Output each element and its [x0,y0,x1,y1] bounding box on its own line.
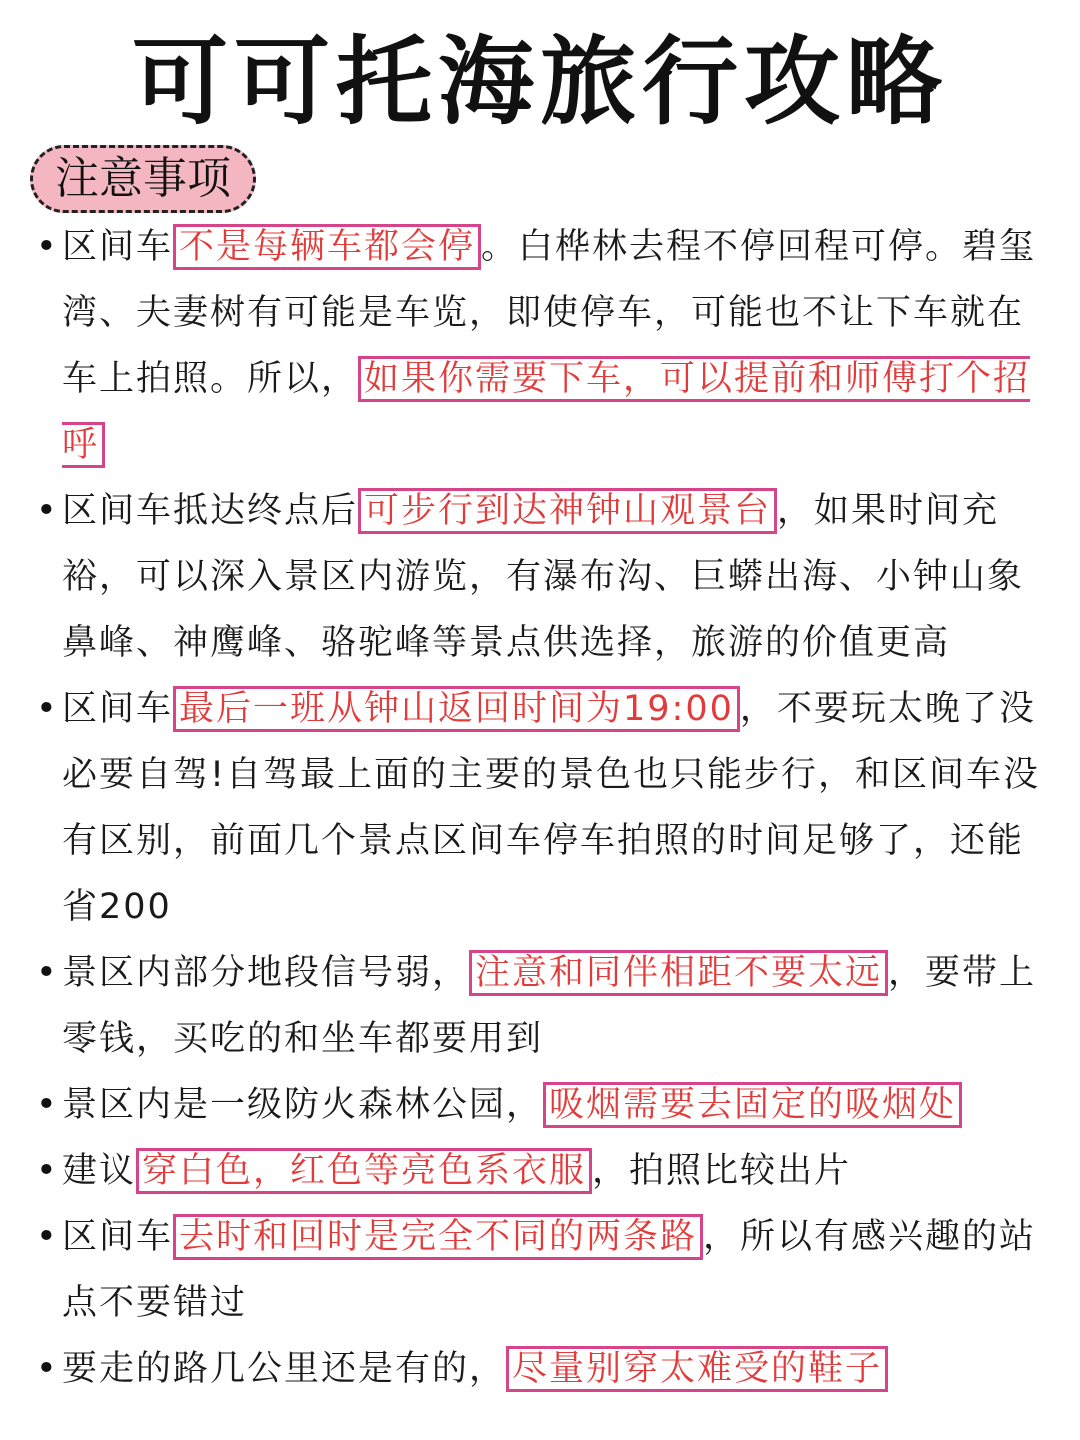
tip-text: 区间车 [62,689,174,729]
tip-text: 建议 [62,1151,137,1191]
tip-text: 景区内是一级防火森林公园， [62,1085,544,1125]
tip-highlight: 最后一班从钟山返回时间为19:00 [173,686,740,732]
section-badge: 注意事项 [30,145,256,213]
bullet-icon: • [36,1085,59,1125]
tip-text: 景区内部分地段信号弱， [62,953,470,993]
tip-text: 。白桦林去程不停回程可停。碧玺湾、夫妻树有可能是车览，即使停车，可能也不让下车就在车上拍照。所以， [62,227,1037,399]
tip-text: ，要带上零钱，买吃的和坐车都要用到 [62,953,1037,1059]
tip-highlight: 吸烟需要去固定的吸烟处 [543,1082,962,1128]
tip-highlight: 穿白色，红色等亮色系衣服 [136,1148,592,1194]
tips-list [36,214,1056,1402]
tip-item [36,1072,1056,1138]
tip-text: ，拍照比较出片 [592,1151,852,1191]
tip-text: 要走的路几公里还是有的， [62,1349,507,1389]
tip-highlight: 不是每辆车都会停 [173,224,481,270]
bullet-icon: • [36,491,59,531]
tip-highlight: 注意和同伴相距不要太远 [469,950,888,996]
tip-item [36,478,1056,676]
page-title: 可可托海旅行攻略 [132,26,948,138]
tip-highlight: 去时和回时是完全不同的两条路 [173,1214,703,1260]
tip-text: ，所以有感兴趣的站点不要错过 [62,1217,1037,1323]
tip-text: ，不要玩太晚了没必要自驾!自驾最上面的主要的景色也只能步行，和区间车没有区别，前面几个景点区间车停车拍照的时间足够了，还能省200 [62,689,1041,927]
bullet-icon: • [36,1217,59,1257]
tip-text: 区间车 [62,227,174,267]
bullet-icon: • [36,953,59,993]
tip-item [36,214,1056,478]
tip-item [36,1336,1056,1402]
bullet-icon: • [36,1151,59,1191]
tip-item [36,676,1056,940]
tip-text: 区间车抵达终点后 [62,491,359,531]
bullet-icon: • [36,227,59,267]
tip-item [36,1138,1056,1204]
tip-highlight: 尽量别穿太难受的鞋子 [506,1346,888,1392]
tip-highlight: 可步行到达神钟山观景台 [358,488,777,534]
tip-text: ，如果时间充裕，可以深入景区内游览，有瀑布沟、巨蟒出海、小钟山象鼻峰、神鹰峰、骆驼峰等景点供选择，旅游的价值更高 [62,491,1025,663]
tip-highlight: 如果你需要下车，可以提前和师傅打个招呼 [62,356,1030,468]
bullet-icon: • [36,1349,59,1389]
tip-item [36,1204,1056,1336]
tip-item [36,940,1056,1072]
bullet-icon: • [36,689,59,729]
tip-text: 区间车 [62,1217,174,1257]
